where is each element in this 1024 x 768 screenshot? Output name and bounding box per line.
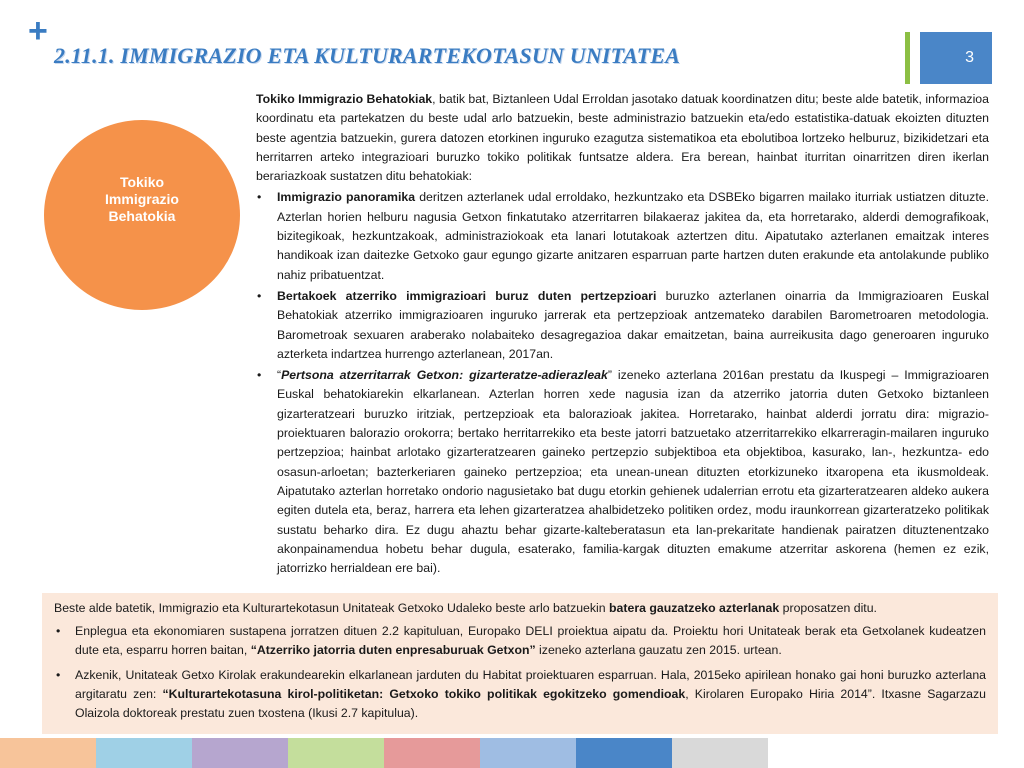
list-item [54,622,986,660]
item-quote-open: “ [277,368,282,383]
item-text: buruzko azterlanen oinarria da Immigrazioaren Euskal Behatokiak atzerriko immigrazioaren inguruko jarrerak eta pertzepzioak antzemateko darabilen Barometroaren metodologia. Barometroak sexuaren araberako nolabaiteko desagregazioa dakar emaitzetan, baina aurreikusita dago generoaren inguruko azterketa indartzea hurrengo azterlanean, 2017an. [277,288,990,361]
item-text: deritzen azterlanek udal erroldako, hezkuntzako eta DSBEko bigarren mailako iturriak ustiatzen dituzte. Azterlan horien helburu nagusia Getxon finkatutako atzerritarren bilakaeraz jakitea da, eta horretarako, alderdi demografikoak, bizitegikoak, hezkuntzakoak, administraziokoak eta lanari lotutakoak aztertzen ditu. Aipatutako azterlanen emaitzak interes handikoak izan daitezke Getxoko gaur egungo gizarte anitzaren esparruan parte hartzen duten erakunde eta antolakunde publiko nahiz pribatuentzat. [277,190,989,282]
list-item [256,287,989,364]
title-divider [905,32,910,84]
page-number: 3 [965,49,974,66]
bullet-icon: • [257,368,262,383]
footer-color-segment [384,738,480,768]
list-item [54,666,986,723]
bullet-icon: • [257,190,262,205]
bullet-icon: • [257,288,262,303]
box-intro-end: proposatzen ditu. [779,601,877,615]
topic-circle [44,120,240,310]
footer-color-segment [288,738,384,768]
page-number-box [920,32,992,84]
list-item [256,188,989,284]
footer-color-strip [0,738,768,768]
footer-color-segment [0,738,96,768]
list-item [256,366,989,578]
topic-label-line3: Behatokia [108,207,176,224]
box-intro-bold: batera gauzatzeko azterlanak [609,601,780,615]
topic-label-line1: Tokiko [119,173,165,190]
intro-bold: Tokiko Immigrazio Behatokiak [256,92,433,106]
intro-text: , batik bat, Biztanleen Udal Erroldan jasotako datuak koordinatzen ditu; beste alde batetik, informazioa koordinatu eta partekatzen du beste udal arlo batzuekin, beste administrazio batzuekin eta/edo estatistika-datuak ekoizten dituzten beste agentzia batzuekin, gurera datozen etorkinen inguruko ezagutza sistematikoa eta ebolutiboa lortzeko helburuz, bizikidetzari eta herritarren arteko integrazioari buruzko tokiko politikak funtsatze aldera. Era berean, hainbat iturritan oinarritzen diren ikerlan berariazkoak sustatzen ditu behatokiak: [256,92,989,184]
joint-studies-box [42,593,998,734]
footer-color-segment [672,738,768,768]
plus-icon: + [28,12,48,50]
bullet-icon: • [56,624,61,638]
box-item-text: Azkenik, Unitateak Getxo Kirolak erakundearekin elkarlanean jarduten du Habitat proiektuaren esparruan. Hala, 2015eko apirilean honako gai honi buruzko azterlana argitaratu zen: [75,668,986,701]
page-title: 2.11.1. IMMIGRAZIO ETA KULTURARTEKOTASUN UNITATEA [54,43,681,68]
box-item-end: izeneko azterlana gauzatu zen 2015. urtean. [535,643,782,657]
box-item-bold: “Kulturartekotasuna kirol-politiketan: Getxoko tokiko politikak egokitzeko gomendioak [162,687,686,701]
topic-circle-label [82,174,202,225]
box-intro-text: Beste alde batetik, Immigrazio eta Kulturartekotasun Unitateak Getxoko Udaleko beste arlo batzuekin [54,601,610,615]
footer-color-segment [480,738,576,768]
item-text: ” izeneko azterlana 2016an prestatu da Ikuspegi – Immigrazioaren Euskal behatokiarekin elkarlanean. Azterlan horren xede nagusia izan da atzerriko jatorria duten Getxoko biztanleen gizarteratzeari buruzko iritziak, pertzepzioak eta balorazioak jakitea. Horretarako, hainbat alderdi jorratu dira: migrazio-proiektuaren balorazio orokorra; bertako herritarrekiko eta beste jatorri batzuetako atzerritarrekiko elkarreragin-mailaren inguruko pertzepzioa; hainbat arlotako gizarteratzearen gaineko pertzepzio subjektiboa eta objektiboa, kasurako, lan-, hezkuntza- edo osasun-arloetan; bazterkeriaren gaineko pertzepzioa; eta unean-unean dituzten etorkizuneko itxaropena eta ikusmoldeak. Aipatutako azterlan horretako ondorio nagusietako bat dugu etorkin gehienek udalerrian errotu eta gizarteratzearen aldeko aukera egiten dutela eta, beraz, harrera eta lehen gizarteratzea ahalbidetzeko politiken ordez, modu iraunkorrean gizarteratzeko politikak sustatu beharko dira. Ez dugu ahaztu behar gizarte-kalteberatasun eta lan-prekaritate handienak pairatzen dituztenentzako akonpainamendua hobetu behar dugula, esaterako, familia-kargak dituzten emakume atzerritar askorena (hemen ez ezik, jatorrizko herrialdean ere bai). [277,368,989,576]
footer-color-segment [96,738,192,768]
topic-label-line2: Immigrazio [105,190,179,207]
box-item-bold: “Atzerriko jatorria duten enpresaburuak Getxon” [250,643,536,657]
bullet-icon: • [56,668,61,682]
intro-paragraph [256,90,989,186]
item-bold: Bertakoek atzerriko immigrazioari buruz duten pertzepzioari [277,288,657,303]
item-bold-italic: Pertsona atzerritarrak Getxon: gizarteratze-adierazleak [281,368,608,383]
box-item-end: , Kirolaren Europako Hiria 2014”. Itxasne Sagarzazu Olaizola doktoreak prestatu zuen txostena (Ikusi 2.7 kapitulua). [75,687,986,720]
box-list [54,622,986,723]
box-intro [54,599,986,618]
footer-color-segment [192,738,288,768]
study-list [256,188,989,578]
box-item-text: Enplegua eta ekonomiaren sustapena jorratzen dituen 2.2 kapituluan, Europako DELI proiektua aipatu da. Proiektu hori Unitateak berak eta Getxolanek kudeatzen dute eta, esparru horren baitan, [75,624,986,657]
item-bold: Immigrazio panoramika [277,190,416,205]
main-text [256,90,989,578]
footer-color-segment [576,738,672,768]
